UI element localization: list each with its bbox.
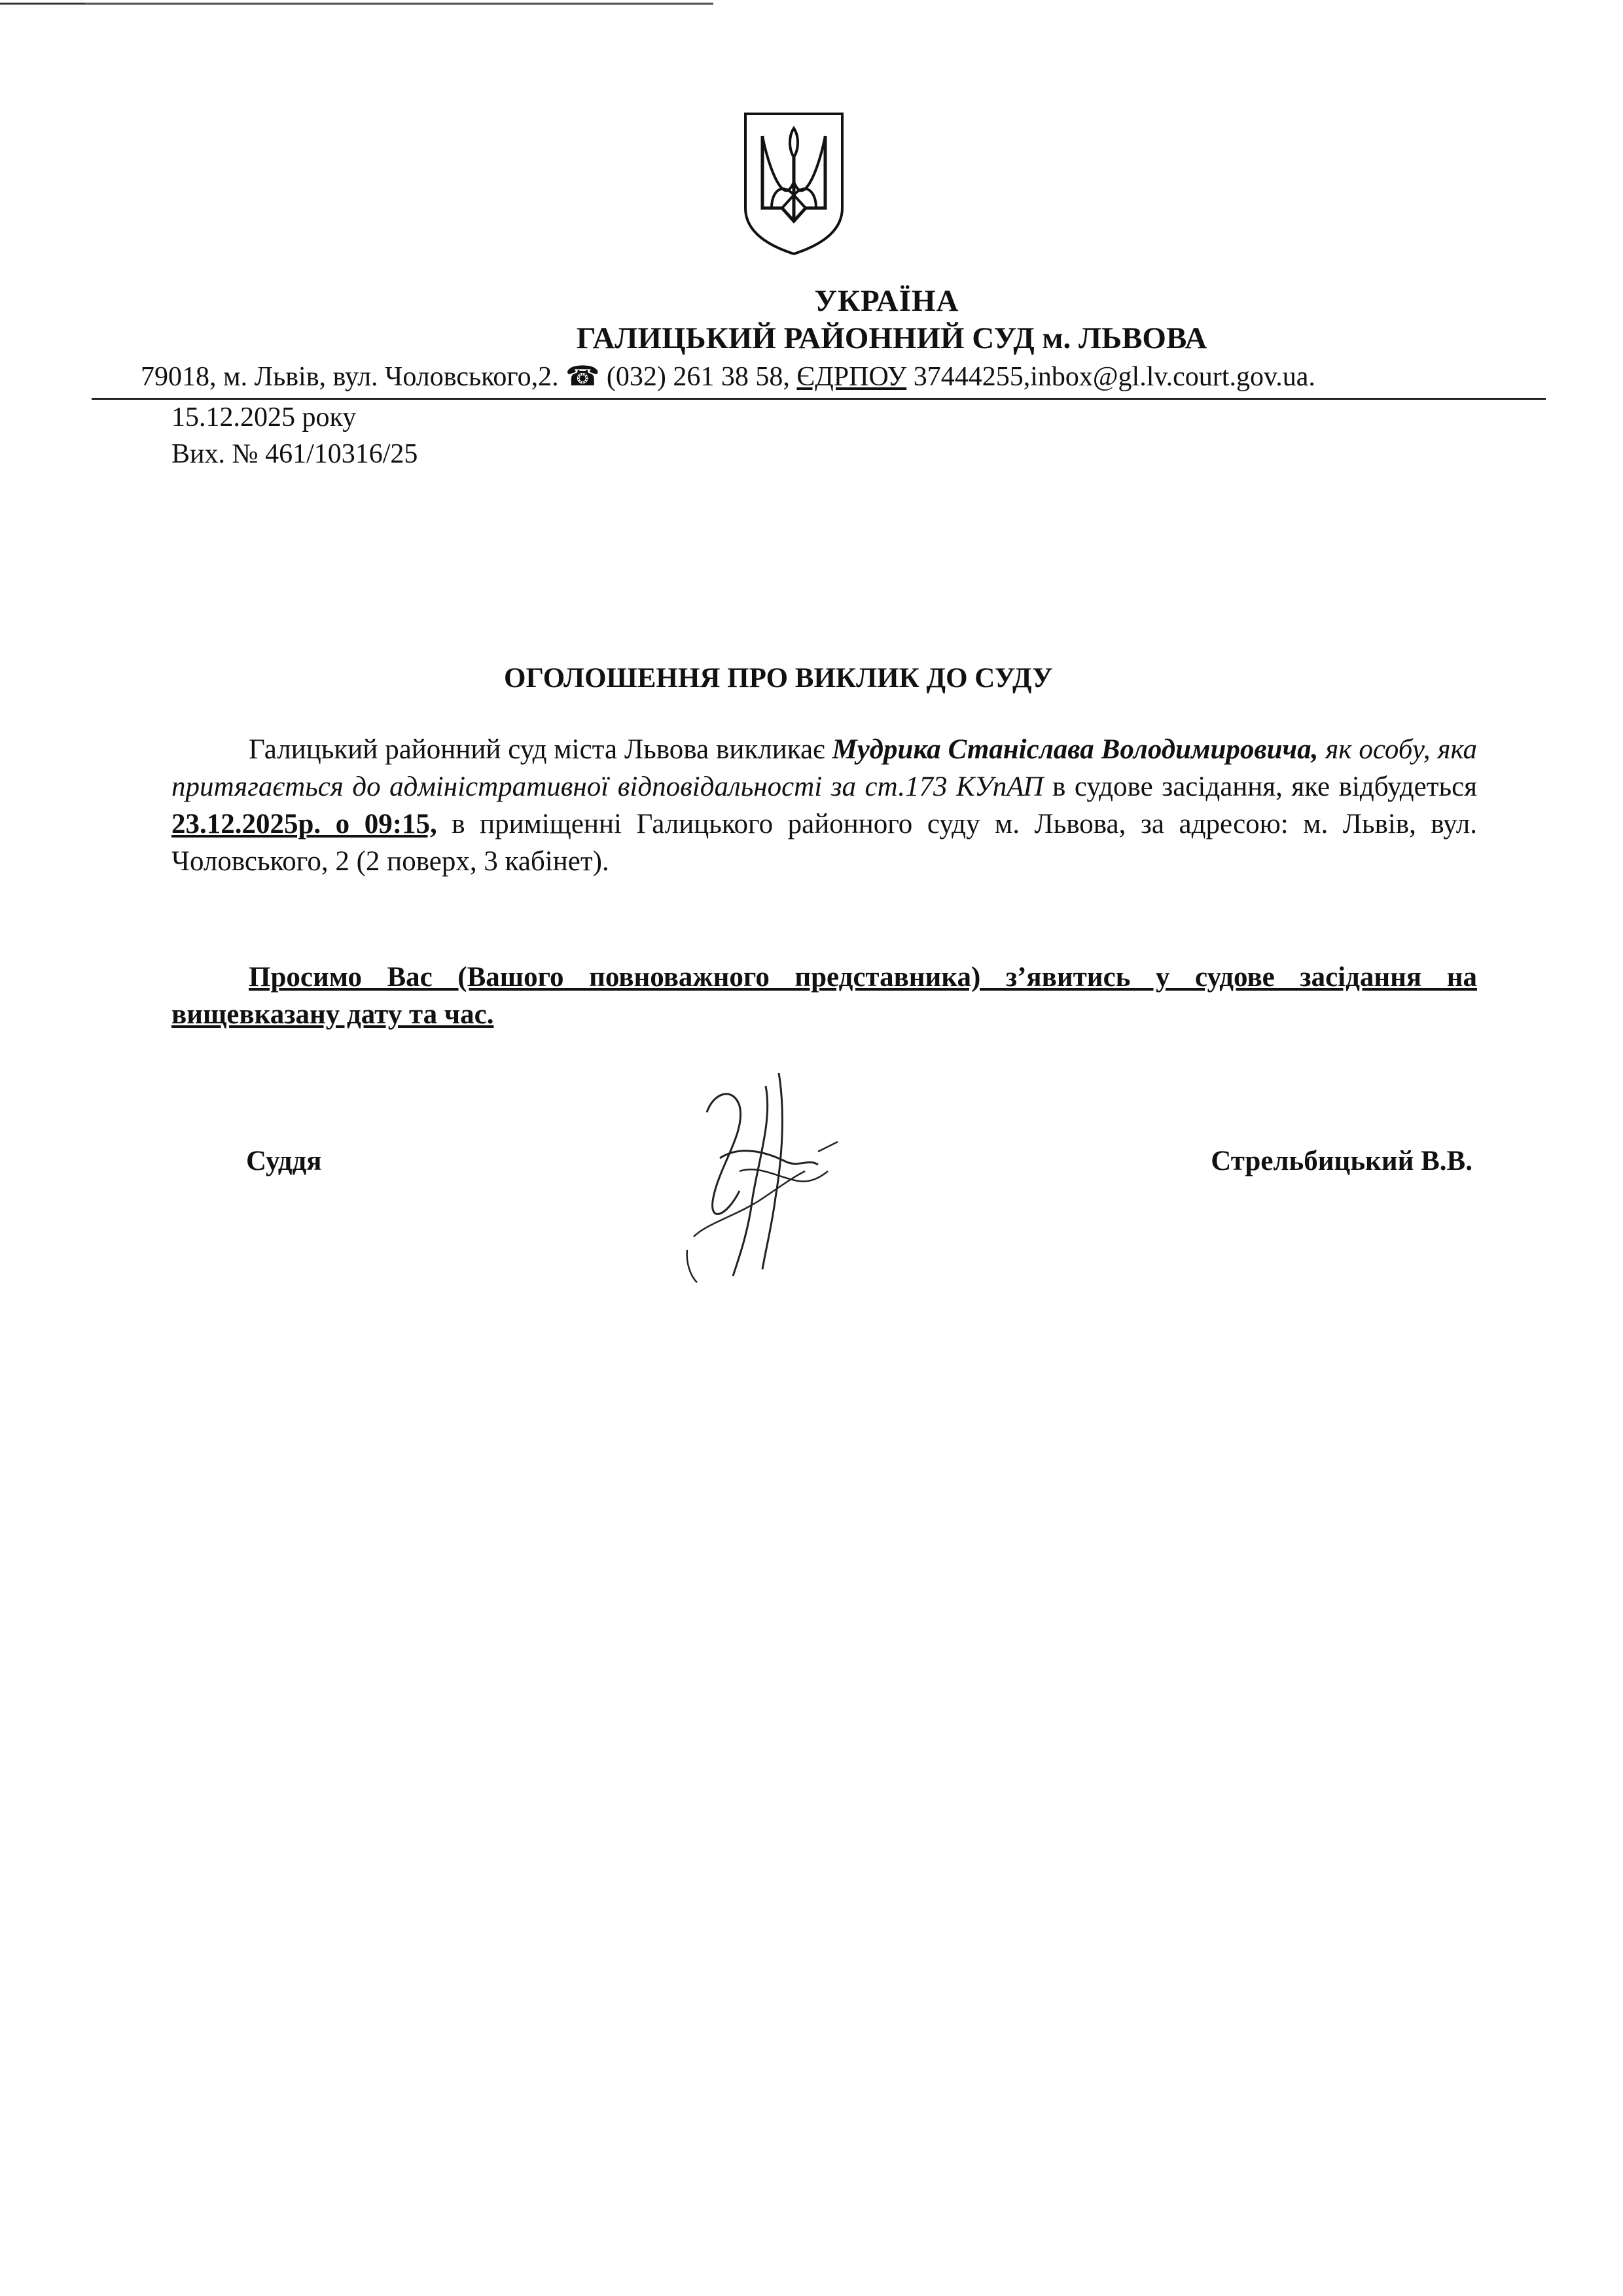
hearing-datetime: 23.12.2025р. о 09:15, <box>171 809 437 839</box>
edrpou-label: ЄДРПОУ <box>796 362 907 392</box>
body-middle: в судове засідання, яке відбудеться <box>1043 771 1477 802</box>
body-intro: Галицький районний суд міста Львова викликає <box>249 734 832 765</box>
court-heading: ГАЛИЦЬКИЙ РАЙОННИЙ СУД м. ЛЬВОВА <box>576 321 1207 355</box>
legal-role: як особу, яка притягається до адміністративної відповідальності за ст.173 КУпАП <box>171 734 1477 802</box>
document-date: 15.12.2025 року <box>171 402 357 433</box>
notice-title: ОГОЛОШЕННЯ ПРО ВИКЛИК ДО СУДУ <box>504 663 1053 694</box>
outgoing-number: Вих. № 461/10316/25 <box>171 439 418 469</box>
telephone-icon: ☎ <box>565 362 600 392</box>
phone-number: (032) 261 38 58, <box>599 362 797 392</box>
address-text: 79018, м. Львів, вул. Чоловського,2. <box>141 362 566 392</box>
judge-name: Стрельбицький В.В. <box>1211 1146 1472 1176</box>
handwritten-signature <box>668 1067 903 1289</box>
summoned-person-name: Мудрика Станіслава Володимировича, <box>832 734 1319 765</box>
scan-artifact-line-2 <box>85 3 713 4</box>
appearance-request: Просимо Вас (Вашого повноважного представника) з’явитись у судове засідання на вищевказану дату та час. <box>171 962 1477 1030</box>
coat-of-arms-icon <box>741 110 846 258</box>
edrpou-email: 37444255,inbox@gl.lv.court.gov.ua. <box>906 362 1315 392</box>
court-address <box>141 360 1315 393</box>
country-heading: УКРАЇНА <box>814 284 959 318</box>
header-divider <box>92 398 1546 400</box>
notice-body-paragraph <box>171 731 1477 880</box>
hearing-location: в приміщенні Галицького районного суду м. Львова, за адресою: м. Львів, вул. Чоловського, 2 (2 поверх, 3 кабінет). <box>171 809 1478 877</box>
judge-role: Суддя <box>246 1146 322 1176</box>
